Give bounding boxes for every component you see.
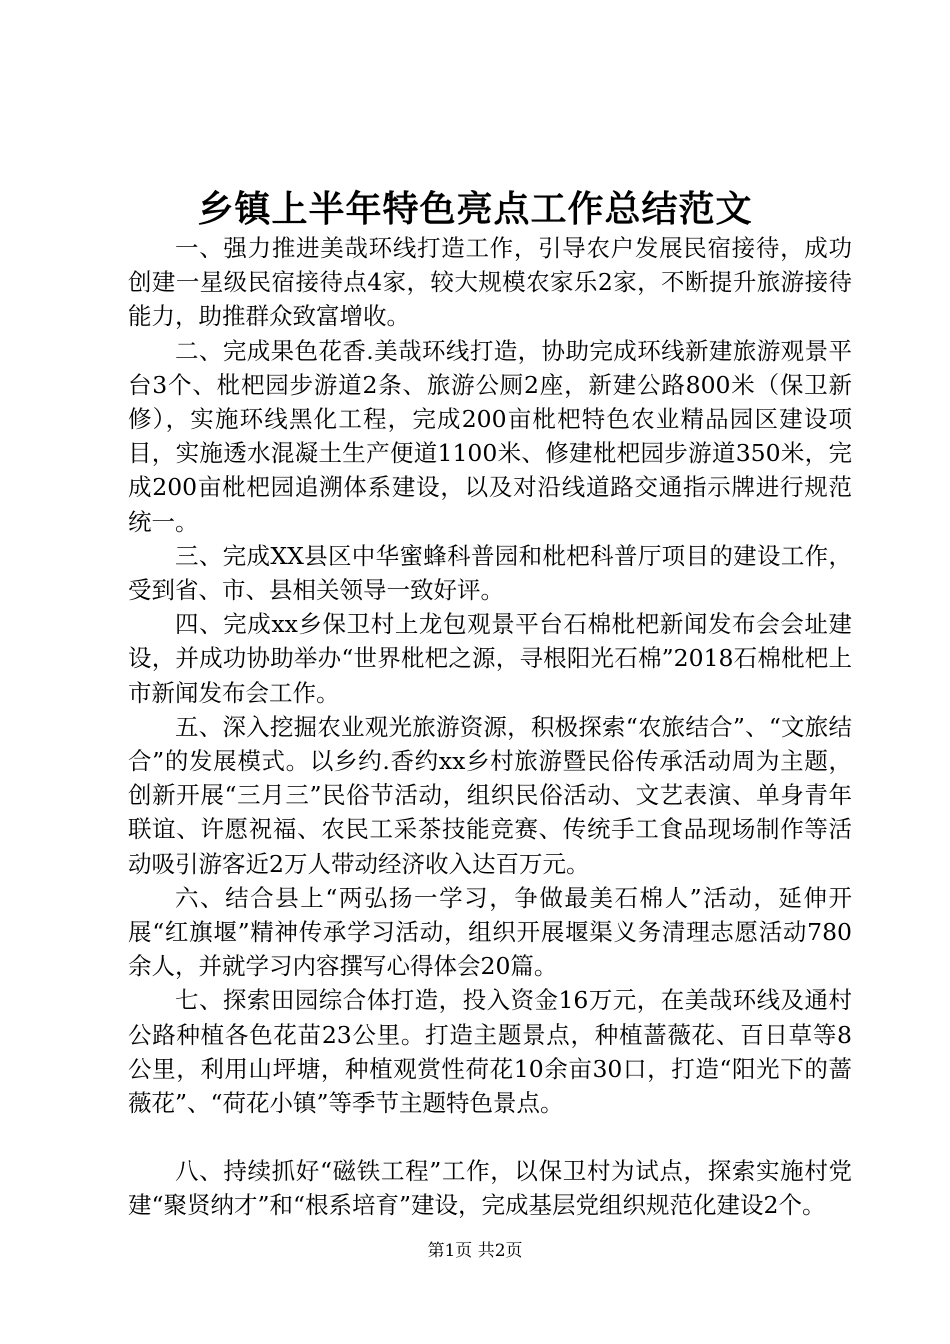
document-body [128,231,852,1223]
document-title: 乡镇上半年特色亮点工作总结范文 [197,188,753,230]
paragraph-2: 二、完成果色花香.美哉环线打造，协助完成环线新建旅游观景平台3个、枇杷园步游道2条、旅游公厕2座，新建公路800米（保卫新修），实施环线黑化工程，完成200亩枇杷特色农业精品园区建设项目，实施透水混凝土生产便道1100米、修建枇杷园步游道350米，完成200亩枇杷园追溯体系建设，以及对沿线道路交通指示牌进行规范统一。 [128,336,852,536]
paragraph-5: 五、深入挖掘农业观光旅游资源，积极探索“农旅结合”、“文旅结合”的发展模式。以乡约.香约xx乡村旅游暨民俗传承活动周为主题，创新开展“三月三”民俗节活动，组织民俗活动、文艺表演、单身青年联谊、许愿祝福、农民工采茶技能竞赛、传统手工食品现场制作等活动吸引游客近2万人带动经济收入达百万元。 [128,712,852,878]
paragraph-4: 四、完成xx乡保卫村上龙包观景平台石棉枇杷新闻发布会会址建设，并成功协助举办“世界枇杷之源，寻根阳光石棉”2018石棉枇杷上市新闻发布会工作。 [128,610,852,707]
paragraph-7: 七、探索田园综合体打造，投入资金16万元，在美哉环线及通村公路种植各色花苗23公里。打造主题景点，种植蔷薇花、百日草等8公里，利用山坪塘，种植观赏性荷花10余亩30口，打造“阳光下的蔷薇花”、“荷花小镇”等季节主题特色景点。 [128,986,852,1118]
paragraph-8: 八、持续抓好“磁铁工程”工作，以保卫村为试点，探索实施村党建“聚贤纳才”和“根系培育”建设，完成基层党组织规范化建设2个。 [128,1157,852,1220]
paragraph-3: 三、完成XX县区中华蜜蜂科普园和枇杷科普厅项目的建设工作，受到省、市、县相关领导一致好评。 [128,541,852,605]
page-footer: 第1页 共2页 [427,1241,523,1261]
paragraph-1: 一、强力推进美哉环线打造工作，引导农户发展民宿接待，成功创建一星级民宿接待点4家，较大规模农家乐2家，不断提升旅游接待能力，助推群众致富增收。 [128,234,852,331]
paragraph-6: 六、结合县上“两弘扬一学习，争做最美石棉人”活动，延伸开展“红旗堰”精神传承学习活动，组织开展堰渠义务清理志愿活动780余人，并就学习内容撰写心得体会20篇。 [128,883,852,981]
